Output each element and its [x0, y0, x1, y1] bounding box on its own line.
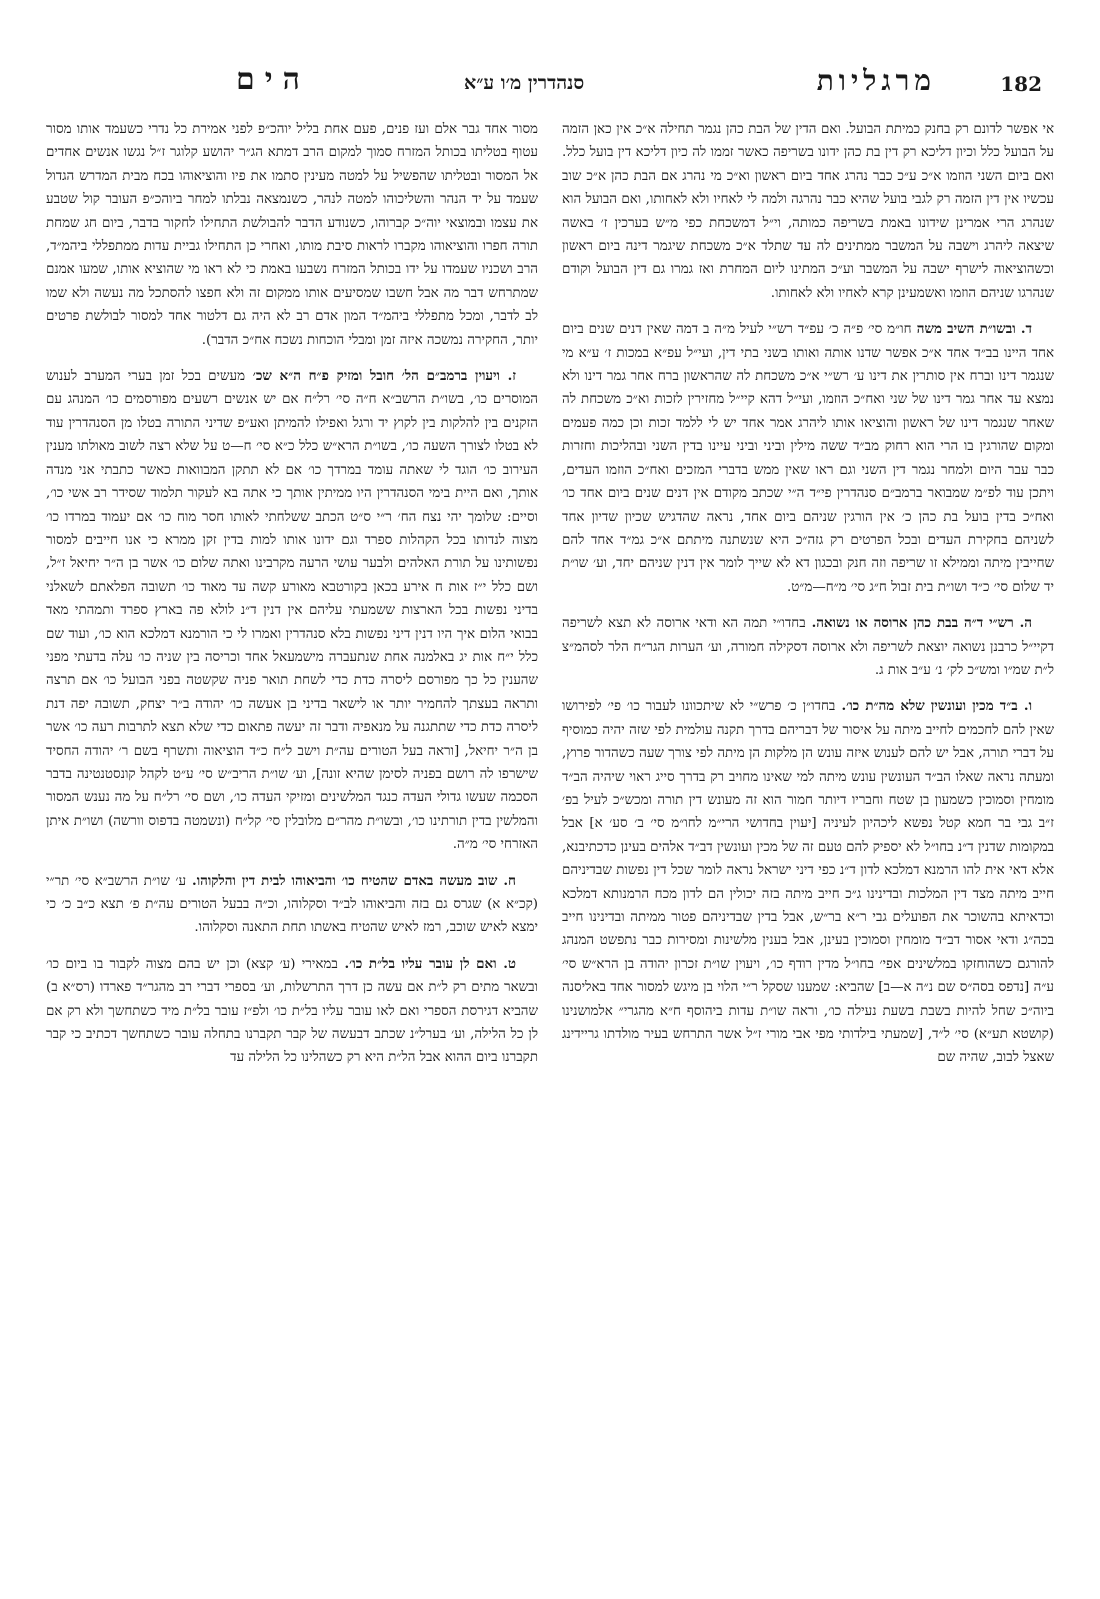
right-paragraph-2 [562, 318, 1054, 599]
paragraph-text: ע׳ שו״ת הרשב״א סי׳ תר״י (קכ״א א) שגרס גם בזה והביאוהו לב״ד וסקלוהו, וכ״ה בבעל הטורים עה״ת פ׳ תצא כ״ב כ׳ כי ימצא לאיש שוכב, רמז לאיש שהטיח באשתו תחת התאנה וסקלוהו. [46, 873, 538, 936]
paragraph-text: בחדו״ן כ׳ פרש״י לא שיתכוונו לעבור כו׳ פי׳ לפירושו שאין להם לחכמים לחייב מיתה על איסור של דבריהם בדרך תקנה עולמית לפי שזה יהיה כמוסיף על דברי תורה, אבל יש להם לענוש איזה עונש הן מלקות הן מיתה לפי צורך שעה כשהדור פרוץ, ומעתה נראה שאלו הב״ד העונשין עונש מיתה למי שאינו מחויב רק בדרך סייג ראוי שיהיה הב״ד מומחין וסמוכין כשמעון בן שטח וחבריו דיותר חמור הוא זה מעונש דין תורה ומכש״כ לעיל בפ׳ ז״ב גבי בר חמא קטל נפשא ליכהיון לעיניה [יעוין בחדושי הרי״מ לחו״מ סי׳ ב׳ סע׳ א] אבל במקומות שדנין ד״נ בחו״ל לא יספיק להם טעם זה של מכין ועונשין דב״ד אלהים בעינן כדכתיבנא, אלא דאי אית להו הרמנא דמלכא לדון ד״נ כפי דיני ישראל נראה לומר שכל דין נפשות שבדיניהם חייב מיתה מצד דין המלכות ובדינינו ג״כ חייב מיתה בזה יכולין הם לדון מכח הרמנותא דמלכא וכדאיתא בהשוכר את הפועלים גבי ר״א בר״ש, אבל בדין שבדיניהם פטור ממיתה ובדינינו חייב בכה״ג ודאי אסור דב״ד מומחין וסמוכין בעינן, אבל בענין מלשינות ומסירות כבר נתפשט המנהג להורגם כשהוחזקו במלשינים אפי׳ בחו״ל מדין רודף כו׳, ויעוין שו״ת זכרון יהודה בן הרא״ש סי׳ ע״ה [נדפס בסה״ס שם נ״ה א—ב] שהביא: שמענו שסקל ר״י הלוי בן מיגש למסור אחד באליסנה ביוה״כ שחל להיות בשבת בשעת נעילה כו׳, וראה שו״ת עדות ביהוסף ח״א מהגרי״ אלמושנינו (קושטא תע״א) סי׳ ל״ד, [שמעתי בילדותי מפי אבי מורי ז״ל אשר התרחש בעיר מולדתו גריידינג שאצל לבוב, שהיה שם [562, 699, 1054, 1066]
left-paragraph-2 [46, 365, 538, 857]
paragraph-lead: ה. רש״י ד״ה בבת כהן ארוסה או נשואה. [805, 615, 1032, 632]
paragraph-text: בחדו״י תמה הא ודאי ארוסה לא תצא לשריפה דקיי״ל כרבנן נשואה יוצאת לשריפה ולא ארוסה דסקילה חמורה, וע׳ הערות הגר״ח הלר לסהמ״צ ל״ת שמ״ו ומש״כ לק׳ נ׳ ע״ב אות ג. [562, 616, 1054, 678]
header-right-title: מרגליות [816, 64, 936, 97]
right-paragraph-4 [562, 695, 1054, 1070]
paragraph-text: מסור אחד גבר אלם ועז פנים, פעם אחת בליל יוהכ״פ לפני אמירת כל נדרי כשעמד אותו מסור עטוף בטליתו בכותל המזרח סמוך למקום הרב דמתא הג״ר יהושע קלוגר ז״ל נגשו אנשים אחדים אל המסור ובטליתו שהפשיל על למטה מעינין סתמו את פיו והוציאוהו בכח מבית המדרש הגדול שעמד על יד הנהר והשליכוהו למטה לנהר, כשנמצאה נבלתו למחר ביוהכ״פ העובר קול שטבע את עצמו ובמוצאי יוה״כ קברוהו, כשנודע הדבר להבולשת התחילו לחקור בדבר, ביום חג שמחת תורה חפרו והוציאוהו מקברו לראות סיבת מותו, ואחרי כן התחילו גביית עדות ממתפללי ביהמ״ד, הרב ושכניו שעמדו על ידו בכותל המזרח נשבעו באמת כי לא ראו מי שהוציא אותו, שמעו אמנם שמתרחש דבר מה אבל חשבו שמסיעים אותו ממקום זה ולא חפצו להסתכל מה נעשה ולא שמו לב לדבר, ומכל מתפללי ביהמ״ד המון אדם רב לא היה גם דלטור אחד למסור לבולשת פרטים יותר, החקירה נמשכה איזה זמן ומבלי הוכחות נשכח אח״כ הדבר). [46, 122, 538, 348]
paragraph-text: מעשים בכל זמן בערי המערב לענוש המוסרים כו׳, בשו״ת הרשב״א ח״ה סי׳ רל״ח אם יש אנשים רשעים מפורסמים כו׳ המנהג עם הזקנים בין להלקות בין לקוץ יד ורגל ואפילו להמיתן ואע״פ שדיני התורה בטלו מן הסנהדרין עוד לא בטלו לצורך השעה כו׳, בשו״ת הרא״ש כלל כ״א סי׳ ח—ט על שלא רצה לשוב מאולתו מענין העירוב כו׳ הוגד לי שאתה עומד במרדך כו׳ אם לא תתקן המבוואות כאשר כתבתי אני מנדה אותך, ואם היית בימי הסנהדרין היו ממיתין אותך כי אתה בא לעקור תלמוד שסידר רב אשי כו׳, וסיים: שלומך יהי נצח הח׳ ר״י ס״ט הכתב ששלחתי לאותו חסר מוח כו׳ אם יעמוד במרדו כו׳ מצוה לנדותו בכל הקהלות ספרד וגם ידונו אותו למות בדין זקן ממרא כי אנו חייבים למסור נפשותינו על תורת האלהים ולבער עושי הרעה מקרבינו ואתה שלום כו׳ אשר בן ה״ר יחיאל ז״ל, ושם כלל י״ז אות ח אירע בכאן בקורטבא מאורע קשה עד מאוד כו׳ תשובה הפלאתם לשאלני בדיני נפשות בכל הארצות ששמעתי עליהם אין דנין ד״נ לולא פה בארץ ספרד ותמהתי מאד בבואי הלום איך היו דנין דיני נפשות בלא סנהדרין ואמרו לי כי הורמנא דמלכא הוא כו׳, ועוד שם כלל י״ח אות יג באלמנה אחת שנתעברה מישמעאל אחד וכריסה בין שניה כו׳ עלה בדעתי מפני שהענין כל כך מפורסם ליסרה כדת כדי לשחת תואר פניה שקשטה בפני הבועל כו׳ אם תרצה ותראה בעצתך להחמיר יותר או לישאר בדיני בן אעשה כו׳ יהודה ב״ר יצחק, תשובה יפה דנת ליסרה כדת כדי שתתגנה על מנאפיה ודבר זה יעשה פתאום כדי שלא תצא לתרבות רעה כו׳ אשר בן ה״ר יחיאל, [וראה בעל הטורים עה״ת וישב ל״ח כ״ד הוציאוה ותשרף בשם ר׳ יהודה החסיד שישרפו לה רושם בפניה לסימן שהיא זונה], וע׳ שו״ת הריב״ש סי׳ ע״ט לקהל קונסטנטינה בדבר הסכמה שעשו גדולי העדה כנגד המלשינים ומזיקי העדה כו׳, ושם סי׳ רל״ח על מה נענש המסור והמלשין בדין תורתינו כו׳, ובשו״ת מהר״ם מלובלין סי׳ קל״ח (ונשמטה בדפוס וורשה) ושו״ת איתן האזרחי סי׳ מ״ה. [46, 369, 538, 853]
left-column [46, 118, 538, 1578]
paragraph-lead: ט. ואם לן עובר עליו בל״ת כו׳. [337, 955, 516, 972]
left-paragraph-4 [46, 953, 538, 1070]
page-header [46, 62, 1054, 106]
paragraph-text: במאירי (ע׳ קצא) וכן יש בהם מצוה לקבור בו ביום כו׳ ובשאר מתים רק ל״ת אם עשה כן דרך התרשלות, וע׳ בספרי דברי רב מהגר״ד פארדו (רס״א ב) שהביא דגירסת הספרי ואם לאו עובר עליו בל״ת כו׳ ולפ״ז עובר בל״ת מיד כשתחשך ולא רק אם לן כל הלילה, וע׳ בערל״נ שכתב דבעשה של קבר תקברנו בתחלה עובר כשתחשך דכתיב כי קבר תקברנו ביום ההוא אבל הל״ת היא רק כשהלינו כל הלילה עד [46, 956, 538, 1066]
paragraph-lead: ח. שוב מעשה באדם שהטיח כו׳ והביאוהו לבית דין והלקוהו. [186, 872, 516, 889]
paragraph-text: חו״מ סי׳ פ״ה כ׳ עפ״ד רש״י לעיל מ״ה ב דמה שאין דנים שנים ביום אחד היינו בב״ד אחד א״כ אפשר שדנו אותה ואותו בשני בתי דין, ועי״ל עפ״א במכות ז׳ ע״א מי שנגמר דינו וברח אין סותרין את דינו ע׳ רש״י א״כ משכחת לה שהראשון ברח אחר גמר דינו ולא נמצא עד אחר גמר דינו של שני ואח״כ הוזמו, ועי״ל דהא קיי״ל מחזירין לזכות וא״כ משכחת לה שאחר שנגמר דינו של ראשון והוציאו אותו ליהרג אמר אחד יש לי ללמד זכות וכן כמה פעמים ומקום שהורגין בו הרי הוא רחוק מב״ד ששה מילין וביני וביני עיינו בדין השני ובהליכות וחזרות כבר עבר היום ולמחר נגמר דין השני וגם ראו שאין ממש בדברי המזכים ואח״כ הוזמו העדים, ויתכן עוד לפ״מ שמבואר ברמב״ם סנהדרין פי״ד ה״י שכתב מקודם אין דנים שנים ביום אחד כו׳ ואח״כ בדין בועל בת כהן כ׳ אין הורגין שניהם ביום אחד, נראה שהדגיש שכיון שדיון אחד לשניהם בחקירת העדים ובכל הפרטים רק גזה״כ היא שנשתנה מיתתם א״כ גמ״ד אחד להם שחייבין מיתה וממילא זו שריפה וזה חנק ובכגון דא לא שייך לומר אין דנין שניהם יחד, וע׳ שו״ת יד שלום סי׳ כ״ד ושו״ת בית זבול ח״ג סי׳ מ״ח—מ״ט. [562, 322, 1054, 595]
left-paragraph-1 [46, 118, 538, 352]
right-column [562, 118, 1054, 1578]
paragraph-lead: ד. ובשו״ת השיב משה [911, 321, 1032, 338]
left-paragraph-3 [46, 870, 538, 940]
header-center-title: סנהדרין מ׳ו ע״א [464, 72, 585, 94]
right-paragraph-1 [562, 118, 1054, 305]
page-number: 182 [1000, 72, 1042, 96]
paragraph-lead: ז. ויעוין ברמב״ם הל׳ חובל ומזיק פ״ח ה״א שכ׳ [245, 368, 516, 385]
paragraph-lead: ו. ב״ד מכין ועונשין שלא מה״ת כו׳. [835, 698, 1032, 715]
right-paragraph-3 [562, 612, 1054, 682]
header-left-title: הים [236, 62, 310, 97]
paragraph-text: אי אפשר לדונם רק בחנק כמיתת הבועל. ואם הדין של הבת כהן נגמר תחילה א״כ אין כאן הזמה על הבועל כלל וכיון דליכא רק דין בת כהן ידונו בשריפה כאשר זממו לה כיון דליכא דין בועל כלל. ואם ביום השני הוזמו א״כ ע״כ כבר נהרג אחד ביום ראשון וא״כ מי נהרג אם הבת כהן א״כ שוב עכשיו אין דין הזמה רק לגבי בועל שהיא כבר נהרגה ולמה לי לאחיו ולא לאחותו, ואם הבועל הוא שנהרג הרי אמרינן שידונו באמת בשריפה כמותה, וי״ל דמשכחת כפי מ״ש בערכין ז׳ באשה שיצאה ליהרג וישבה על המשבר ממתינים לה עד שתלד א״כ משכחת שיגמר דינה ביום ראשון וכשהוציאוה לישרף ישבה על המשבר וע״כ המתינו ליום המחרת ואז גמרו גם דין הבועל וקודם שנהרגו שניהם הוזמו ואשמעינן קרא לאחיו ולא לאחותו. [562, 122, 1054, 301]
